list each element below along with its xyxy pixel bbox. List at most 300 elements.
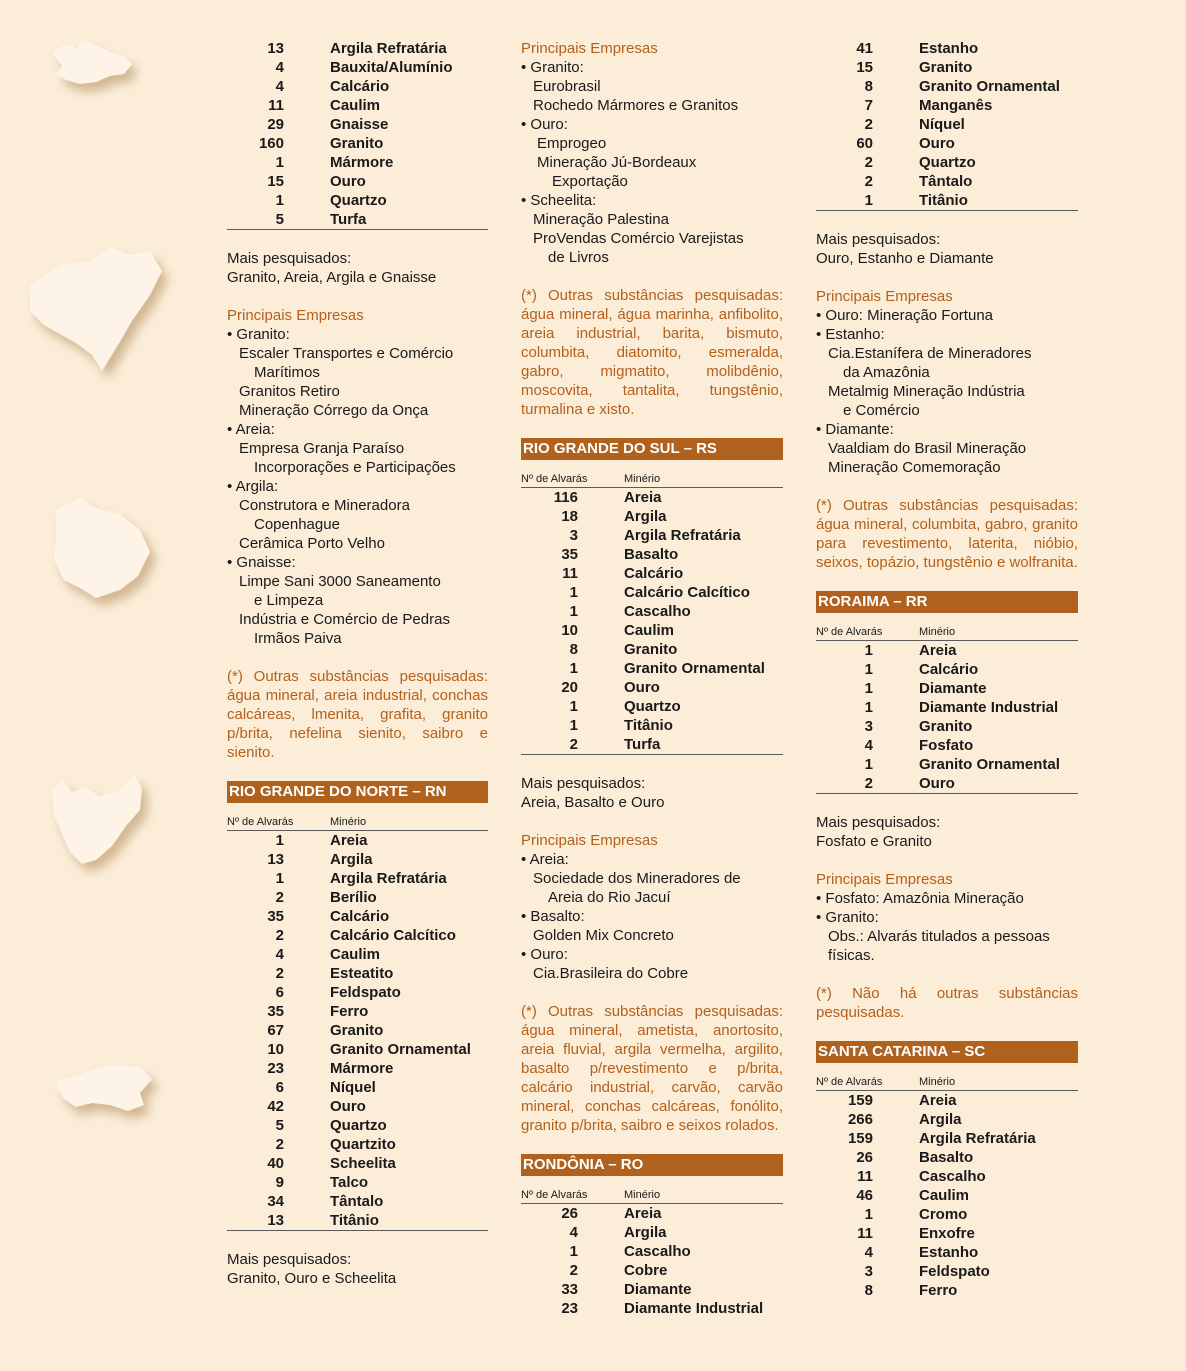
table-header bbox=[227, 815, 488, 831]
alvaras-count: 160 bbox=[258, 135, 284, 152]
mais-pesquisados-label: Mais pesquisados: bbox=[227, 250, 352, 267]
alvaras-count: 5 bbox=[275, 211, 284, 228]
principais-empresas-title: Principais Empresas bbox=[816, 288, 953, 305]
empresa-line: Cia.Estanífera de Mineradores bbox=[828, 345, 1032, 362]
table-row bbox=[521, 716, 783, 735]
alvaras-count: 35 bbox=[267, 1003, 284, 1020]
table-rn bbox=[227, 831, 488, 1231]
table-row bbox=[816, 153, 1078, 172]
table-row bbox=[227, 907, 488, 926]
table-row bbox=[816, 1129, 1078, 1148]
header-num-alvaras: Nº de Alvarás bbox=[521, 473, 588, 485]
mais-pesquisados-label: Mais pesquisados: bbox=[227, 1251, 352, 1268]
table-row bbox=[816, 641, 1078, 660]
alvaras-count: 4 bbox=[864, 737, 873, 754]
principais-empresas-title: Principais Empresas bbox=[816, 871, 953, 888]
empresa-line: • Ouro: bbox=[521, 946, 568, 963]
empresa-line: • Scheelita: bbox=[521, 192, 597, 209]
alvaras-count: 40 bbox=[267, 1155, 284, 1172]
alvaras-count: 11 bbox=[857, 1225, 873, 1242]
empresa-line: Eurobrasil bbox=[533, 78, 601, 95]
minerio-name: Estanho bbox=[919, 40, 979, 57]
empresa-line: Obs.: Alvarás titulados a pessoas bbox=[828, 928, 1050, 945]
alvaras-count: 159 bbox=[847, 1092, 873, 1109]
minerio-name: Areia bbox=[624, 489, 662, 506]
table-row bbox=[227, 1192, 488, 1211]
principais-empresas-title: Principais Empresas bbox=[521, 40, 658, 57]
alvaras-count: 4 bbox=[864, 1244, 873, 1261]
empresas-list bbox=[816, 889, 1078, 965]
table-row bbox=[227, 926, 488, 945]
alvaras-count: 1 bbox=[275, 154, 284, 171]
alvaras-count: 10 bbox=[267, 1041, 284, 1058]
minerio-name: Feldspato bbox=[330, 984, 401, 1001]
table-row bbox=[816, 77, 1078, 96]
empresa-line: Cia.Brasileira do Cobre bbox=[533, 965, 689, 982]
table-row bbox=[227, 1040, 488, 1059]
alvaras-count: 1 bbox=[569, 717, 578, 734]
table-row bbox=[816, 191, 1078, 210]
minerio-name: Turfa bbox=[330, 211, 367, 228]
minerio-name: Titânio bbox=[624, 717, 673, 734]
section-title-rs: RIO GRANDE DO SUL – RS bbox=[521, 438, 783, 460]
section-title-sc: SANTA CATARINA – SC bbox=[816, 1041, 1078, 1063]
alvaras-count: 1 bbox=[864, 192, 873, 209]
minerio-name: Granito Ornamental bbox=[919, 78, 1060, 95]
alvaras-count: 1 bbox=[569, 584, 578, 601]
alvaras-count: 11 bbox=[562, 565, 578, 582]
minerio-name: Argila Refratária bbox=[330, 870, 447, 887]
minerio-name: Granito bbox=[624, 641, 678, 658]
table-row bbox=[227, 172, 488, 191]
minerio-name: Caulim bbox=[330, 946, 381, 963]
minerio-name: Granito bbox=[330, 1022, 384, 1039]
table-row bbox=[521, 507, 783, 526]
alvaras-count: 34 bbox=[267, 1193, 284, 1210]
minerio-name: Areia bbox=[330, 832, 368, 849]
table-row bbox=[521, 640, 783, 659]
table-row bbox=[521, 488, 783, 507]
table-row bbox=[816, 660, 1078, 679]
state-maps-decoration bbox=[0, 0, 200, 1371]
minerio-name: Bauxita/Alumínio bbox=[330, 59, 453, 76]
minerio-name: Diamante bbox=[624, 1281, 692, 1298]
empresa-line: e Limpeza bbox=[254, 592, 324, 609]
alvaras-count: 15 bbox=[267, 173, 284, 190]
alvaras-count: 26 bbox=[561, 1205, 578, 1222]
empresa-line: Construtora e Mineradora bbox=[239, 497, 410, 514]
minerio-name: Caulim bbox=[624, 622, 675, 639]
alvaras-count: 1 bbox=[864, 699, 873, 716]
table-row bbox=[816, 134, 1078, 153]
minerio-name: Quartzo bbox=[330, 1117, 387, 1134]
minerio-name: Basalto bbox=[919, 1149, 974, 1166]
section-title-rr: RORAIMA – RR bbox=[816, 591, 1078, 613]
alvaras-count: 35 bbox=[267, 908, 284, 925]
alvaras-count: 8 bbox=[864, 1282, 873, 1299]
minerio-name: Granito Ornamental bbox=[330, 1041, 471, 1058]
table-row bbox=[816, 1243, 1078, 1262]
mais-pesquisados-label: Mais pesquisados: bbox=[521, 775, 646, 792]
mais-pesquisados-label: Mais pesquisados: bbox=[816, 814, 941, 831]
table-row bbox=[816, 1205, 1078, 1224]
minerio-name: Cromo bbox=[919, 1206, 968, 1223]
alvaras-count: 11 bbox=[268, 97, 284, 114]
empresa-line: de Livros bbox=[548, 249, 609, 266]
table-row bbox=[816, 717, 1078, 736]
alvaras-count: 2 bbox=[275, 927, 284, 944]
table-row bbox=[227, 210, 488, 229]
minerio-name: Quartzo bbox=[330, 192, 387, 209]
empresa-line: • Areia: bbox=[227, 421, 275, 438]
table-header bbox=[816, 1075, 1078, 1091]
table-row bbox=[227, 983, 488, 1002]
empresa-line: Emprogeo bbox=[537, 135, 607, 152]
empresa-line: Copenhague bbox=[254, 516, 340, 533]
empresa-line: físicas. bbox=[828, 947, 875, 964]
header-minerio: Minério bbox=[919, 1076, 956, 1088]
table-row bbox=[227, 888, 488, 907]
minerio-name: Manganês bbox=[919, 97, 993, 114]
empresa-line: Mineração Jú-Bordeaux bbox=[537, 154, 697, 171]
alvaras-count: 13 bbox=[267, 1212, 284, 1229]
minerio-name: Granito Ornamental bbox=[624, 660, 765, 677]
minerio-name: Granito bbox=[330, 135, 384, 152]
table-row bbox=[227, 153, 488, 172]
alvaras-count: 1 bbox=[864, 1206, 873, 1223]
minerio-name: Quartzito bbox=[330, 1136, 396, 1153]
table-row bbox=[816, 172, 1078, 191]
alvaras-count: 1 bbox=[569, 603, 578, 620]
alvaras-count: 3 bbox=[569, 527, 578, 544]
header-num-alvaras: Nº de Alvarás bbox=[816, 1076, 883, 1088]
minerio-name: Diamante Industrial bbox=[919, 699, 1059, 716]
table-row bbox=[816, 736, 1078, 755]
table-row bbox=[816, 96, 1078, 115]
table-row bbox=[521, 526, 783, 545]
table-row bbox=[227, 1059, 488, 1078]
alvaras-count: 10 bbox=[561, 622, 578, 639]
table-row bbox=[521, 1299, 783, 1318]
minerio-name: Argila Refratária bbox=[330, 40, 447, 57]
empresa-line: • Granito: bbox=[521, 59, 584, 76]
empresa-line: Escaler Transportes e Comércio bbox=[239, 345, 454, 362]
table-row bbox=[227, 115, 488, 134]
empresa-line: Irmãos Paiva bbox=[254, 630, 342, 647]
empresa-line: Limpe Sani 3000 Saneamento bbox=[239, 573, 441, 590]
empresa-line: Incorporações e Participações bbox=[254, 459, 456, 476]
minerio-name: Diamante bbox=[919, 680, 987, 697]
table-row bbox=[816, 39, 1078, 58]
minerio-name: Granito Ornamental bbox=[919, 756, 1060, 773]
table-continued bbox=[227, 39, 488, 230]
empresa-line: Metalmig Mineração Indústria bbox=[828, 383, 1025, 400]
minerio-name: Diamante Industrial bbox=[624, 1300, 764, 1317]
mais-pesquisados-value: Granito, Areia, Argila e Gnaisse bbox=[227, 269, 437, 286]
minerio-name: Quartzo bbox=[919, 154, 976, 171]
minerio-name: Níquel bbox=[919, 116, 965, 133]
state-map-icon bbox=[0, 30, 150, 100]
alvaras-count: 42 bbox=[267, 1098, 284, 1115]
empresas-list bbox=[816, 306, 1078, 477]
alvaras-count: 1 bbox=[275, 832, 284, 849]
table-row bbox=[816, 58, 1078, 77]
alvaras-count: 29 bbox=[267, 116, 284, 133]
alvaras-count: 1 bbox=[569, 1243, 578, 1260]
minerio-name: Ferro bbox=[330, 1003, 369, 1020]
empresa-line: Indústria e Comércio de Pedras bbox=[239, 611, 450, 628]
table-rr bbox=[816, 641, 1078, 794]
alvaras-count: 6 bbox=[275, 984, 284, 1001]
alvaras-count: 4 bbox=[569, 1224, 578, 1241]
table-row bbox=[816, 698, 1078, 717]
minerio-name: Feldspato bbox=[919, 1263, 990, 1280]
table-row bbox=[521, 602, 783, 621]
minerio-name: Estanho bbox=[919, 1244, 979, 1261]
alvaras-count: 2 bbox=[864, 154, 873, 171]
alvaras-count: 20 bbox=[561, 679, 578, 696]
mais-pesquisados-value: Fosfato e Granito bbox=[816, 833, 932, 850]
table-row bbox=[816, 115, 1078, 134]
alvaras-count: 8 bbox=[864, 78, 873, 95]
section-title-rn: RIO GRANDE DO NORTE – RN bbox=[227, 781, 488, 803]
alvaras-count: 13 bbox=[267, 40, 284, 57]
table-row bbox=[816, 755, 1078, 774]
state-map-icon bbox=[0, 760, 180, 900]
minerio-name: Areia bbox=[919, 1092, 957, 1109]
minerio-name: Argila bbox=[624, 508, 667, 525]
table-sc bbox=[816, 1091, 1078, 1300]
empresa-line: • Granito: bbox=[816, 909, 879, 926]
alvaras-count: 6 bbox=[275, 1079, 284, 1096]
table-header bbox=[521, 1188, 783, 1204]
empresa-line: • Estanho: bbox=[816, 326, 885, 343]
empresa-line: • Fosfato: Amazônia Mineração bbox=[816, 890, 1024, 907]
minerio-name: Gnaisse bbox=[330, 116, 389, 133]
table-row bbox=[816, 1148, 1078, 1167]
minerio-name: Níquel bbox=[330, 1079, 376, 1096]
minerio-name: Areia bbox=[624, 1205, 662, 1222]
empresa-line: Marítimos bbox=[254, 364, 320, 381]
minerio-name: Argila bbox=[624, 1224, 667, 1241]
alvaras-count: 3 bbox=[864, 718, 873, 735]
table-row bbox=[521, 659, 783, 678]
alvaras-count: 1 bbox=[864, 642, 873, 659]
alvaras-count: 13 bbox=[267, 851, 284, 868]
table-row bbox=[521, 1280, 783, 1299]
table-row bbox=[816, 774, 1078, 793]
header-num-alvaras: Nº de Alvarás bbox=[816, 626, 883, 638]
empresa-line: Areia do Rio Jacuí bbox=[548, 889, 671, 906]
minerio-name: Ouro bbox=[919, 135, 955, 152]
empresa-line: e Comércio bbox=[843, 402, 920, 419]
alvaras-count: 2 bbox=[569, 1262, 578, 1279]
minerio-name: Berílio bbox=[330, 889, 377, 906]
header-num-alvaras: Nº de Alvarás bbox=[227, 816, 294, 828]
alvaras-count: 266 bbox=[847, 1111, 873, 1128]
table-row bbox=[227, 964, 488, 983]
empresa-line: da Amazônia bbox=[843, 364, 930, 381]
alvaras-count: 4 bbox=[275, 59, 284, 76]
minerio-name: Fosfato bbox=[919, 737, 974, 754]
empresas-list bbox=[227, 325, 488, 648]
empresa-line: Golden Mix Concreto bbox=[533, 927, 674, 944]
alvaras-count: 159 bbox=[847, 1130, 873, 1147]
minerio-name: Argila Refratária bbox=[919, 1130, 1036, 1147]
alvaras-count: 5 bbox=[275, 1117, 284, 1134]
header-minerio: Minério bbox=[624, 1189, 661, 1201]
table-row bbox=[227, 96, 488, 115]
alvaras-count: 33 bbox=[561, 1281, 578, 1298]
alvaras-count: 1 bbox=[864, 661, 873, 678]
table-row bbox=[227, 1021, 488, 1040]
minerio-name: Calcário bbox=[330, 908, 390, 925]
minerio-name: Cascalho bbox=[919, 1168, 986, 1185]
minerio-name: Caulim bbox=[330, 97, 381, 114]
header-minerio: Minério bbox=[330, 816, 367, 828]
minerio-name: Argila bbox=[330, 851, 373, 868]
table-row bbox=[227, 1135, 488, 1154]
alvaras-count: 67 bbox=[267, 1022, 284, 1039]
minerio-name: Cascalho bbox=[624, 603, 691, 620]
table-row bbox=[227, 191, 488, 210]
alvaras-count: 1 bbox=[864, 680, 873, 697]
alvaras-count: 23 bbox=[561, 1300, 578, 1317]
table-header bbox=[816, 625, 1078, 641]
table-continued bbox=[816, 39, 1078, 211]
empresa-line: Rochedo Mármores e Granitos bbox=[533, 97, 739, 114]
alvaras-count: 46 bbox=[856, 1187, 873, 1204]
table-row bbox=[227, 58, 488, 77]
empresa-line: Mineração Córrego da Onça bbox=[239, 402, 429, 419]
minerio-name: Granito bbox=[919, 59, 973, 76]
table-row bbox=[521, 1223, 783, 1242]
table-row bbox=[227, 831, 488, 850]
minerio-name: Calcário Calcítico bbox=[330, 927, 456, 944]
minerio-name: Cascalho bbox=[624, 1243, 691, 1260]
table-row bbox=[816, 1262, 1078, 1281]
table-row bbox=[227, 1211, 488, 1230]
header-minerio: Minério bbox=[624, 473, 661, 485]
alvaras-count: 15 bbox=[856, 59, 873, 76]
alvaras-count: 2 bbox=[864, 173, 873, 190]
alvaras-count: 116 bbox=[553, 489, 578, 506]
alvaras-count: 1 bbox=[275, 192, 284, 209]
empresa-line: Mineração Comemoração bbox=[828, 459, 1001, 476]
table-row bbox=[521, 583, 783, 602]
alvaras-count: 18 bbox=[561, 508, 578, 525]
alvaras-count: 35 bbox=[561, 546, 578, 563]
empresa-line: ProVendas Comércio Varejistas bbox=[533, 230, 744, 247]
empresa-line: • Basalto: bbox=[521, 908, 585, 925]
alvaras-count: 2 bbox=[569, 736, 578, 753]
table-row bbox=[227, 134, 488, 153]
empresas-list bbox=[521, 850, 783, 983]
state-map-icon bbox=[0, 480, 180, 630]
alvaras-count: 11 bbox=[857, 1168, 873, 1185]
alvaras-count: 4 bbox=[275, 946, 284, 963]
alvaras-count: 1 bbox=[569, 698, 578, 715]
alvaras-count: 2 bbox=[864, 775, 873, 792]
table-row bbox=[816, 1186, 1078, 1205]
outras-substancias: (*) Outras substâncias pesquisadas: água mineral, areia industrial, conchas calcáreas, lmenita, grafita, granito p/brita, nefelina sienito, saibro e sienito. bbox=[227, 668, 488, 761]
minerio-name: Argila Refratária bbox=[624, 527, 741, 544]
minerio-name: Mármore bbox=[330, 154, 394, 171]
table-row bbox=[816, 1091, 1078, 1110]
alvaras-count: 26 bbox=[856, 1149, 873, 1166]
alvaras-count: 2 bbox=[275, 1136, 284, 1153]
table-row bbox=[227, 1154, 488, 1173]
alvaras-count: 9 bbox=[275, 1174, 284, 1191]
minerio-name: Caulim bbox=[919, 1187, 970, 1204]
table-row bbox=[227, 1097, 488, 1116]
empresas-list bbox=[521, 58, 783, 267]
empresa-line: Granitos Retiro bbox=[239, 383, 340, 400]
mais-pesquisados-value: Ouro, Estanho e Diamante bbox=[816, 250, 994, 267]
minerio-name: Esteatito bbox=[330, 965, 394, 982]
minerio-name: Granito bbox=[919, 718, 973, 735]
alvaras-count: 1 bbox=[569, 660, 578, 677]
section-title-ro: RONDÔNIA – RO bbox=[521, 1154, 783, 1176]
table-row bbox=[227, 1173, 488, 1192]
table-row bbox=[227, 77, 488, 96]
column-2 bbox=[521, 39, 783, 1318]
alvaras-count: 3 bbox=[864, 1263, 873, 1280]
minerio-name: Calcário bbox=[624, 565, 684, 582]
table-row bbox=[521, 564, 783, 583]
header-minerio: Minério bbox=[919, 626, 956, 638]
alvaras-count: 4 bbox=[275, 78, 284, 95]
alvaras-count: 2 bbox=[275, 889, 284, 906]
empresa-line: • Areia: bbox=[521, 851, 569, 868]
state-map-icon bbox=[0, 225, 180, 395]
minerio-name: Titânio bbox=[330, 1212, 379, 1229]
empresa-line: Cerâmica Porto Velho bbox=[239, 535, 385, 552]
minerio-name: Titânio bbox=[919, 192, 968, 209]
principais-empresas-title: Principais Empresas bbox=[521, 832, 658, 849]
table-ro bbox=[521, 1204, 783, 1318]
minerio-name: Argila bbox=[919, 1111, 962, 1128]
table-row bbox=[521, 697, 783, 716]
table-row bbox=[816, 679, 1078, 698]
table-row bbox=[227, 1116, 488, 1135]
minerio-name: Turfa bbox=[624, 736, 661, 753]
mais-pesquisados-label: Mais pesquisados: bbox=[816, 231, 941, 248]
minerio-name: Quartzo bbox=[624, 698, 681, 715]
alvaras-count: 2 bbox=[275, 965, 284, 982]
table-row bbox=[521, 678, 783, 697]
header-num-alvaras: Nº de Alvarás bbox=[521, 1189, 588, 1201]
alvaras-count: 8 bbox=[569, 641, 578, 658]
minerio-name: Calcário Calcítico bbox=[624, 584, 750, 601]
table-row bbox=[521, 735, 783, 754]
minerio-name: Talco bbox=[330, 1174, 369, 1191]
column-1 bbox=[227, 39, 488, 1288]
principais-empresas-title: Principais Empresas bbox=[227, 307, 364, 324]
minerio-name: Enxofre bbox=[919, 1225, 975, 1242]
minerio-name: Tântalo bbox=[330, 1193, 384, 1210]
empresa-line: • Argila: bbox=[227, 478, 279, 495]
table-row bbox=[227, 1078, 488, 1097]
table-row bbox=[521, 545, 783, 564]
table-row bbox=[816, 1224, 1078, 1243]
state-map-icon bbox=[0, 1045, 180, 1155]
table-row bbox=[227, 945, 488, 964]
alvaras-count: 1 bbox=[864, 756, 873, 773]
table-row bbox=[816, 1167, 1078, 1186]
minerio-name: Tântalo bbox=[919, 173, 973, 190]
minerio-name: Areia bbox=[919, 642, 957, 659]
